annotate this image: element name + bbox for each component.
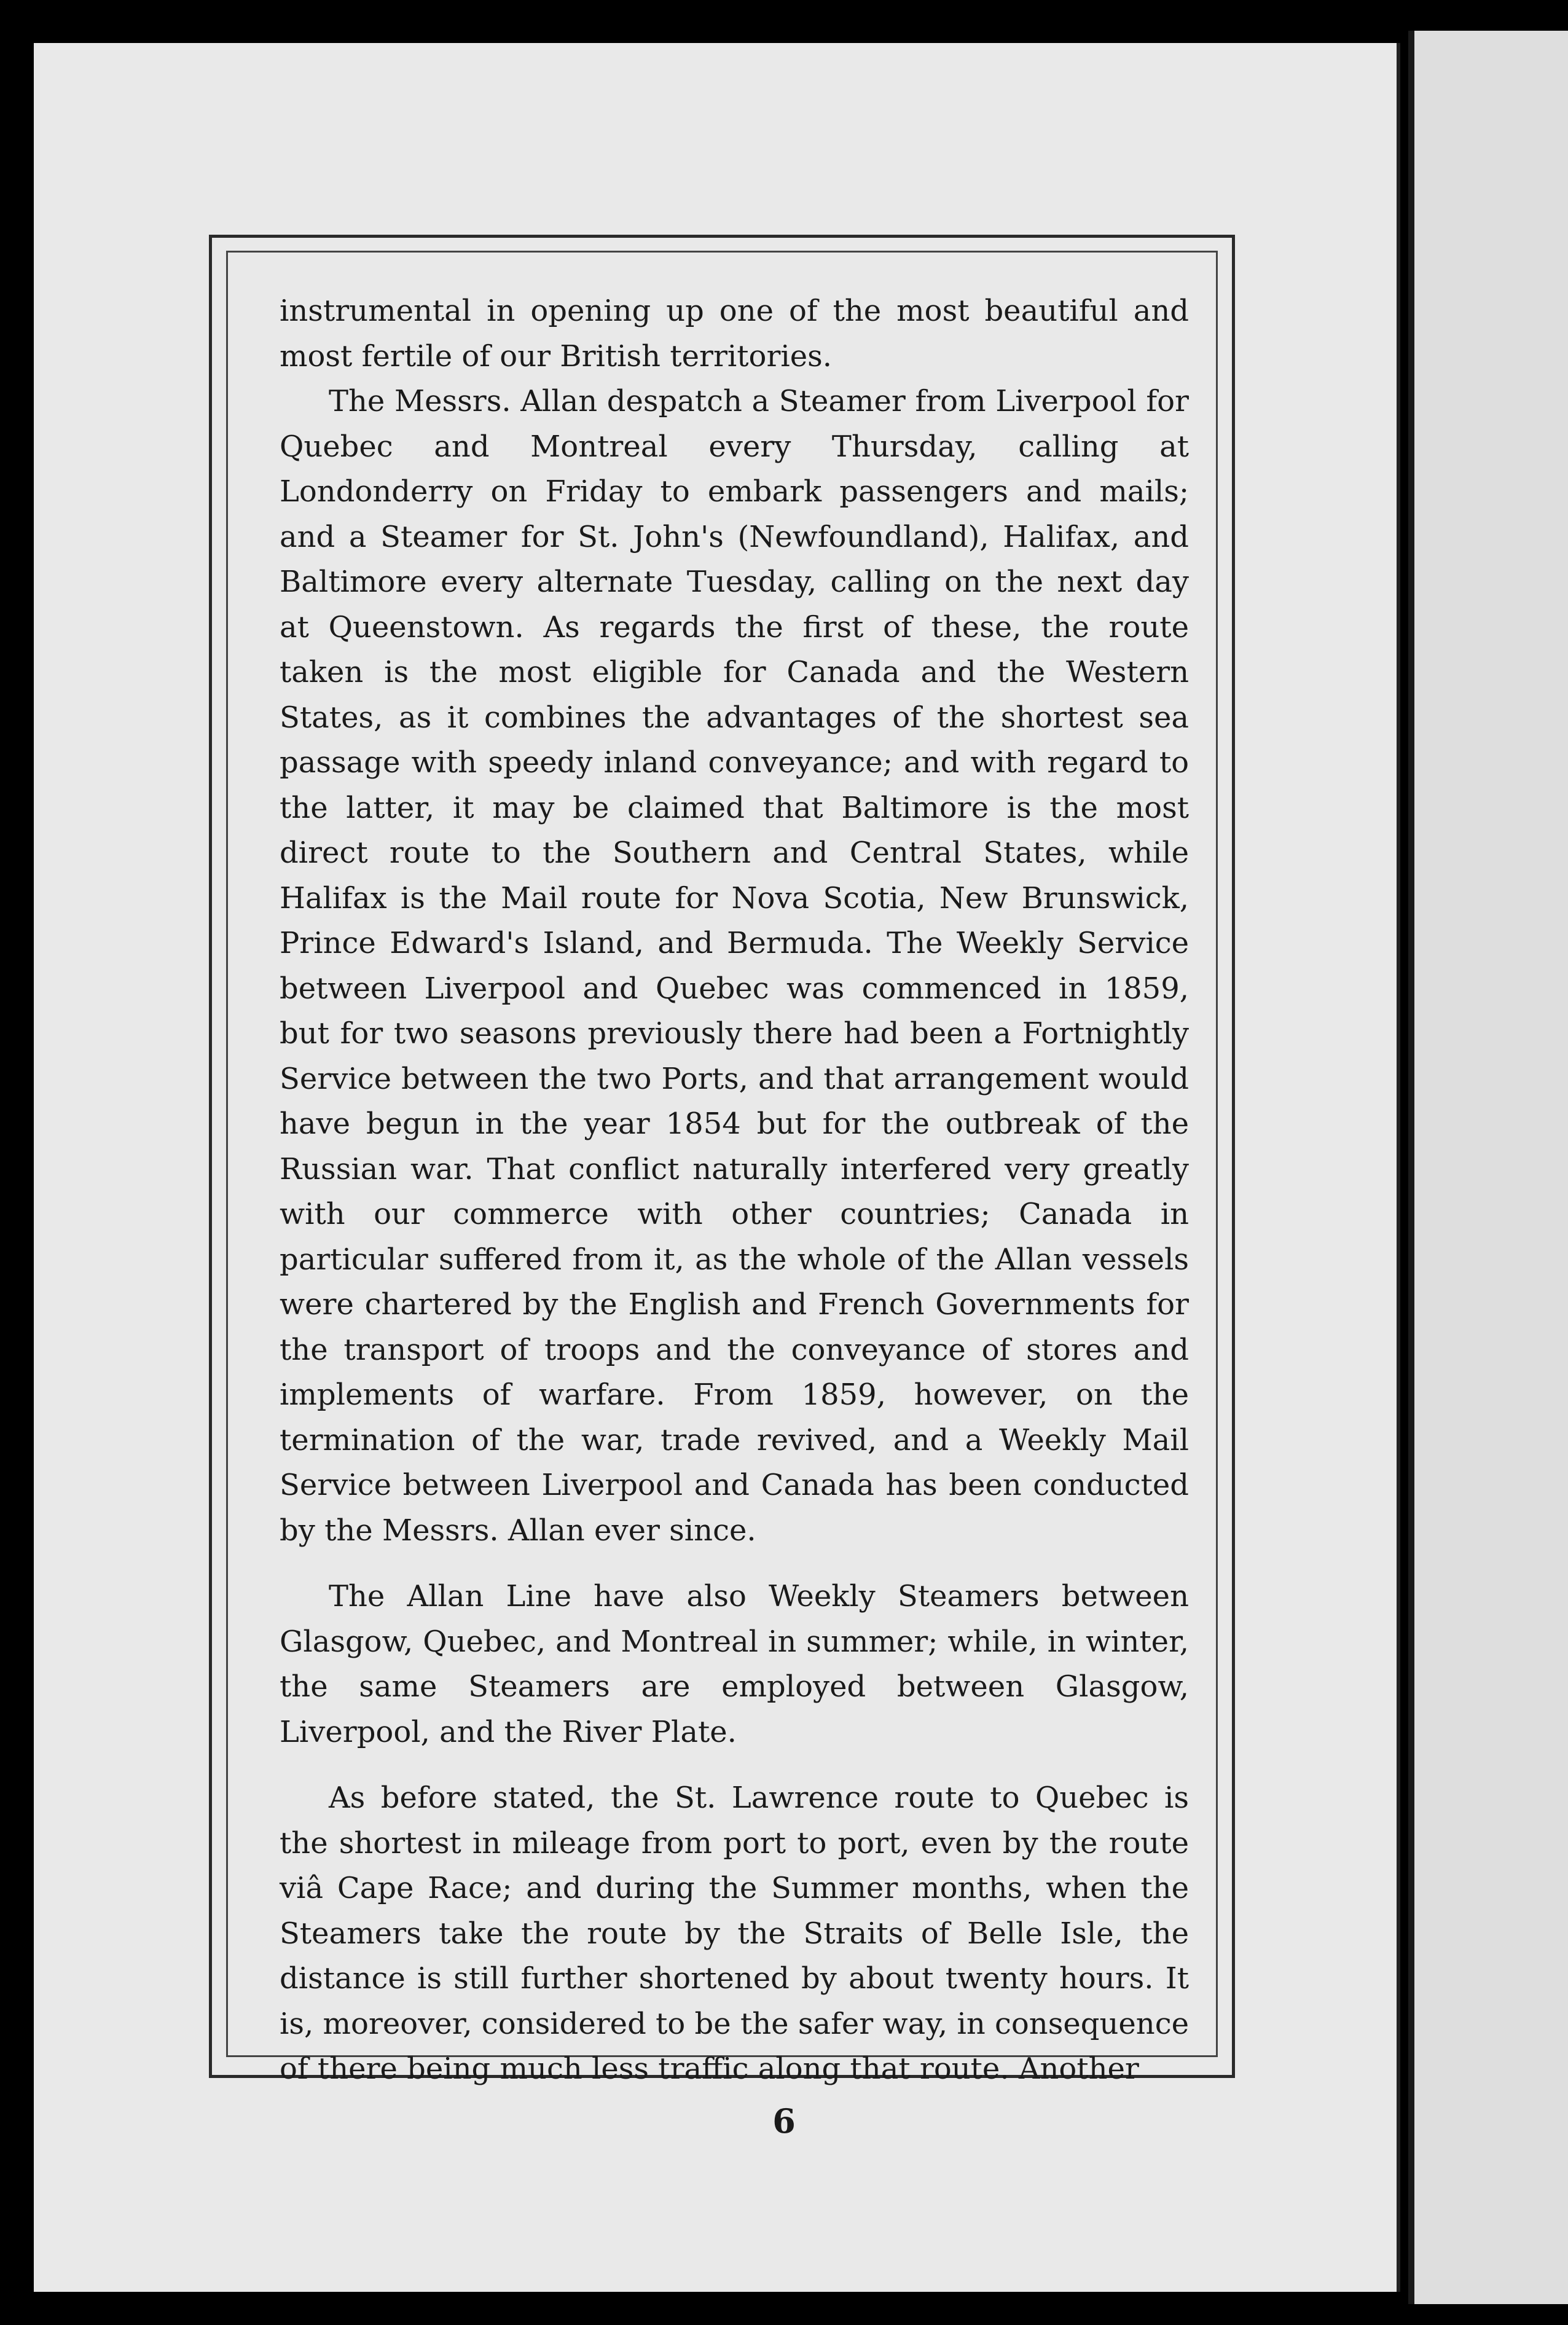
paragraph-continuation: instrumental in opening up one of the most beautiful and most fertile of our British territories. bbox=[280, 294, 1189, 374]
paragraph-allan-service: The Messrs. Allan despatch a Steamer from Liverpool for Quebec and Montreal every Thursday, calling at Londonderry on Friday to embark passengers and mails; and a Steamer for St. John's (Newfoundland), Halifax, and Baltimore every alternate Tuesday, calling on the next day at Queenstown. As regards the first of these, the route taken is the most eligible for Canada and the Western States, as it combines the advantages of the shortest sea passage with speedy inland conveyance; and with regard to the latter, it may be claimed that Baltimore is the most direct route to the Southern and Central States, while Halifax is the Mail route for Nova Scotia, New Brunswick, Prince Edward's Island, and Bermuda. The Weekly Service between Liverpool and Quebec was commenced in 1859, but for two seasons previously there had been a Fortnightly Service between the two Ports, and that arrangement would have begun in the year 1854 but for the outbreak of the Russian war. That conflict naturally interfered very greatly with our commerce with other countries; Canada in particular suffered from it, as the whole of the Allan vessels were chartered by the English and French Governments for the transport of troops and the conveyance of stores and implements of warfare. From 1859, however, on the termination of the war, trade revived, and a Weekly Mail Service between Liverpool and Canada has been conducted by the Messrs. Allan ever since. bbox=[280, 384, 1189, 1548]
paragraph-glasgow-steamers: The Allan Line have also Weekly Steamers between Glasgow, Quebec, and Montreal in summer; while, in winter, the same Steamers are employed between Glasgow, Liverpool, and the River Plate. bbox=[280, 1579, 1189, 1749]
paragraph-st-lawrence-route: As before stated, the St. Lawrence route to Quebec is the shortest in mileage from port to port, even by the route viâ Cape Race; and during the Summer months, when the Steamers take the route by the Straits of Belle Isle, the distance is still further shortened by about twenty hours. It is, moreover, considered to be the safer way, in consequence of there being much less traffic along that route. Another bbox=[280, 1781, 1189, 2086]
adjacent-page-edge bbox=[1408, 31, 1568, 2304]
page-number: 6 bbox=[772, 2101, 796, 2141]
body-text bbox=[280, 289, 1189, 2092]
